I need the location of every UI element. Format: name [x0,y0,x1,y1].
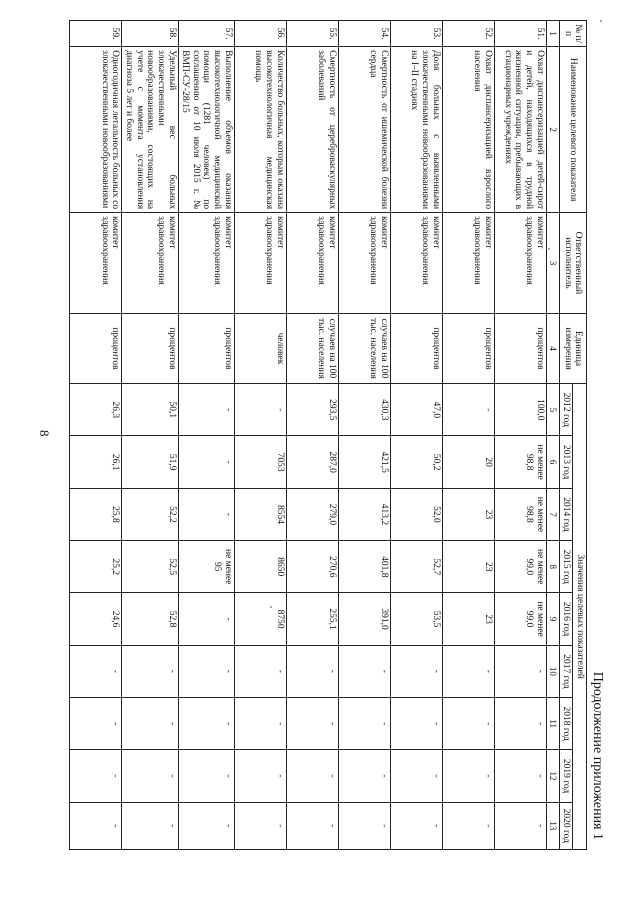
header-values-group: Значения целевых показателей [573,384,587,850]
row-name: Удельный вес больных злокачественными новообразованиями, состоящих на учете с момента установления диагноза 5 лет и более [122,47,178,213]
row-value: - [442,645,494,697]
row-num: 53. [390,21,442,47]
row-value: 52,0 [390,488,442,540]
table-row [178,21,234,850]
row-name: Количество больных, которым оказана высокотехнологичная медицинская помощь [234,47,286,213]
row-executor: комитет здравоохранения [494,213,546,314]
row-value: - [442,698,494,750]
row-value: 20 [442,436,494,488]
row-value: - [70,698,122,750]
row-value: - [494,698,546,750]
row-value: - [390,802,442,849]
header-unit: Единица измерения [559,313,586,383]
row-value: - [178,698,234,750]
table-row [338,21,390,850]
row-value: - [234,750,286,802]
row-value: 413,2 [338,488,390,540]
row-executor: комитет здравоохранения [178,213,234,314]
row-executor: комитет здравоохранения [442,213,494,314]
header-year: 2013 год [559,436,573,488]
row-value: - [70,750,122,802]
header-year: 2015 год [559,541,573,593]
row-num: 57. [178,21,234,47]
row-name: Доля больных с выявленными злокачественными новообразованиями на I–II стадиях [390,47,442,213]
table-row [442,21,494,850]
row-value: - [338,645,390,697]
row-value: не менее 95 [178,541,234,593]
row-value: - [442,750,494,802]
row-value: - [70,802,122,849]
row-value: - [178,384,234,436]
row-value: - [178,593,234,645]
row-unit: процентов [178,313,234,383]
row-value: - [286,698,338,750]
row-unit: человек [234,313,286,383]
row-executor: комитет здравоохранения [338,213,390,314]
column-index: 8 [546,541,559,593]
row-value: 26,1 [70,436,122,488]
column-index: 7 [546,488,559,540]
row-executor: комитет здравоохранения [390,213,442,314]
column-index: 2 [546,47,559,213]
column-index: 9 [546,593,559,645]
row-value: 52,8 [122,593,178,645]
row-value: - [338,698,390,750]
table-row [234,21,286,850]
row-value: - [122,802,178,849]
column-index-row [546,21,559,850]
row-value: не менее 99,0 [494,541,546,593]
row-value: 401,8 [338,541,390,593]
row-value: - [178,802,234,849]
row-value: - [442,384,494,436]
row-value: 47,0 [390,384,442,436]
row-value: 421,5 [338,436,390,488]
column-index: 3 [546,213,559,314]
row-unit: случаев на 100 тыс. населения [338,313,390,383]
row-value: - [390,698,442,750]
indicators-table [69,20,587,850]
row-name: Охват диспансеризацией детей-сирот и детей, находящихся в трудной жизненной ситуации, пребывающих в стационарных учреждениях [494,47,546,213]
row-value: 26,3 [70,384,122,436]
row-value: - [234,698,286,750]
row-value: 24,6 [70,593,122,645]
column-index: 11 [546,698,559,750]
row-value: 8650 [234,541,286,593]
row-name: Охват диспансеризацией взрослого населения [442,47,494,213]
row-value: 287,0 [286,436,338,488]
row-name: Смертность от цереброваскулярных заболеваний [286,47,338,213]
column-index: 12 [546,750,559,802]
row-value: 430,3 [338,384,390,436]
row-unit: процентов [390,313,442,383]
row-value: - [286,645,338,697]
row-value: 100,0 [494,384,546,436]
row-value: - [70,645,122,697]
header-year: 2014 год [559,488,573,540]
header-num: № п/п [559,21,586,47]
table-row [286,21,338,850]
header-name: Наименование целевого показателя [559,47,586,213]
header-year: 2017 год [559,645,573,697]
scan-speck [548,248,550,250]
row-value: 23 [442,488,494,540]
row-value: 51,9 [122,436,178,488]
row-value: 52,5 [122,541,178,593]
table-row [494,21,546,850]
column-index: 4 [546,313,559,383]
row-executor: комитет здравоохранения [286,213,338,314]
row-num: 58. [122,21,178,47]
table-row [122,21,178,850]
row-value: 255,1 [286,593,338,645]
header-year: 2020 год [559,802,573,849]
row-value: - [338,750,390,802]
page-number: 8 [37,430,52,437]
row-executor: комитет здравоохранения [234,213,286,314]
row-value: - [390,645,442,697]
row-value: 279,0 [286,488,338,540]
row-value: - [286,802,338,849]
row-value: 8750 [234,593,286,645]
row-value: 50,1 [122,384,178,436]
row-value: 52,7 [390,541,442,593]
row-value: не менее 98,8 [494,436,546,488]
row-executor: комитет здравоохранения [70,213,122,314]
row-value: 25,2 [70,541,122,593]
row-name: Одногодичная летальность больных со злокачественными новообразованиями [70,47,122,213]
row-value: 50,2 [390,436,442,488]
row-value: - [494,802,546,849]
row-value: - [122,698,178,750]
row-value: 23 [442,541,494,593]
row-value: - [338,802,390,849]
column-index: 5 [546,384,559,436]
row-unit: процентов [70,313,122,383]
row-value: - [494,750,546,802]
row-name: Смертность от ишемической болезни сердца [338,47,390,213]
row-unit: процентов [494,313,546,383]
scan-speck [600,20,602,22]
header-year: 2018 год [559,698,573,750]
row-value: - [178,750,234,802]
row-unit: процентов [122,313,178,383]
table-row [70,21,122,850]
row-value: - [178,645,234,697]
header-executor: Ответственный исполнитель [559,213,586,314]
row-value: не менее 99,0 [494,593,546,645]
row-value: 52,2 [122,488,178,540]
header-year: 2012 год [559,384,573,436]
row-value: - [122,750,178,802]
row-value: 293,5 [286,384,338,436]
row-num: 56. [234,21,286,47]
row-value: - [234,802,286,849]
scan-speck [270,606,272,608]
row-value: 270,6 [286,541,338,593]
row-value: - [286,750,338,802]
row-value: не менее 98,8 [494,488,546,540]
header-year: 2019 год [559,750,573,802]
row-num: 51. [494,21,546,47]
row-executor: комитет здравоохранения [122,213,178,314]
row-num: 55. [286,21,338,47]
row-value: - [234,384,286,436]
row-value: - [390,750,442,802]
column-index: 13 [546,802,559,849]
header-year: 2016 год [559,593,573,645]
row-unit: процентов [442,313,494,383]
column-index: 10 [546,645,559,697]
column-index: 6 [546,436,559,488]
row-num: 52. [442,21,494,47]
row-num: 59. [70,21,122,47]
row-num: 54. [338,21,390,47]
row-value: - [122,645,178,697]
row-value: 8554 [234,488,286,540]
rotated-page-content [35,20,605,850]
row-value: - [178,436,234,488]
row-name: Выполнение объемов оказания высокотехнологичной медицинской помощи (1281 человек) по соглашению от 10 июля 2015 г. № ВМП-СУ-28/15 [178,47,234,213]
row-unit: случаев на 100 тыс. населения [286,313,338,383]
row-value: 53,5 [390,593,442,645]
table-body [70,21,546,850]
row-value: 25,8 [70,488,122,540]
row-value: 391,0 [338,593,390,645]
row-value: - [178,488,234,540]
column-index: 1 [546,21,559,47]
row-value: - [442,802,494,849]
row-value: - [494,645,546,697]
table-row [390,21,442,850]
row-value: - [234,645,286,697]
row-value: 7053 [234,436,286,488]
appendix-title: Продолжение приложения 1 [590,671,605,840]
row-value: 23 [442,593,494,645]
